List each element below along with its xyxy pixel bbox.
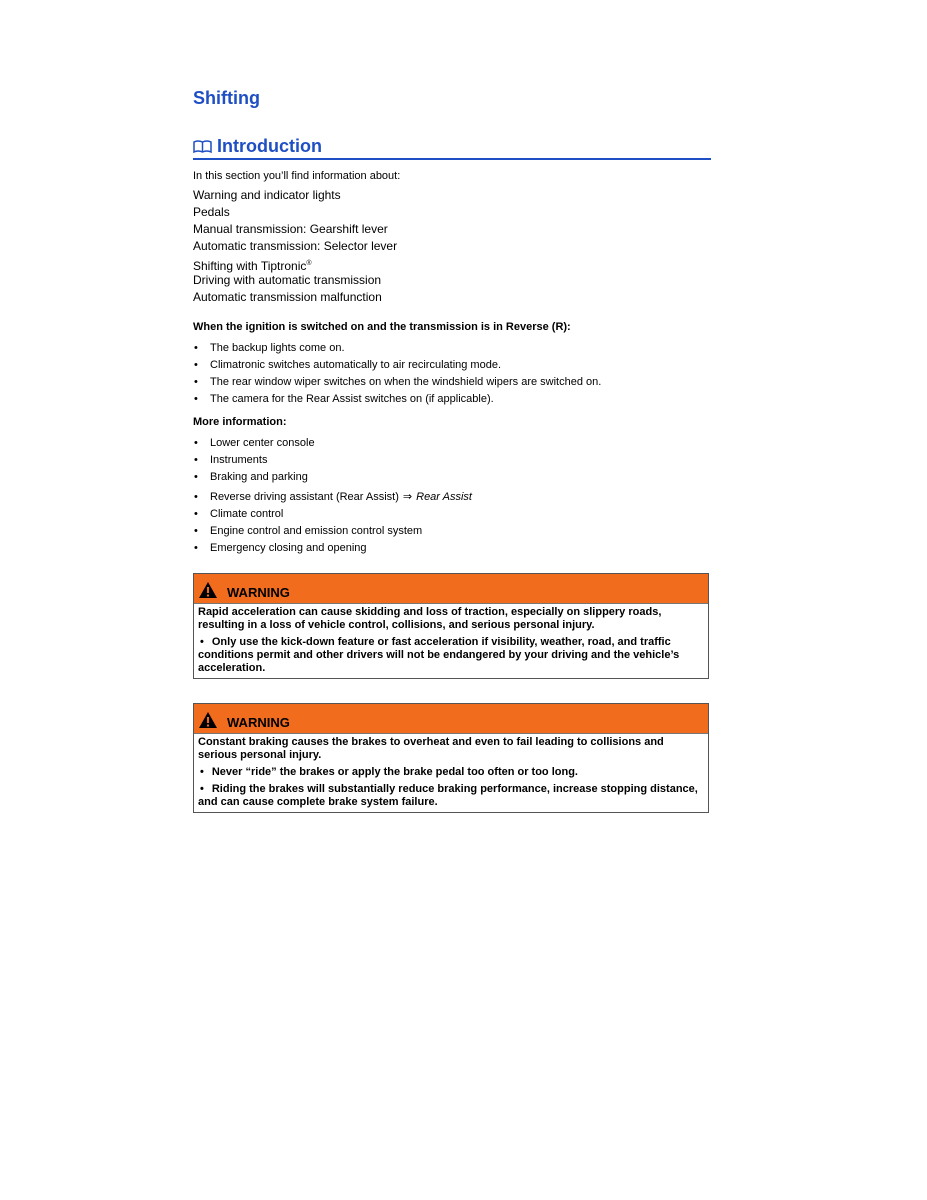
topic-item [193,255,397,272]
list-item [193,469,472,489]
bullet: • [194,525,198,537]
warning-bullet [198,636,704,675]
book-icon [193,140,212,154]
list-item [193,523,472,540]
registered-mark: ® [306,260,312,267]
bullet: • [194,393,198,405]
intro-heading [193,136,711,160]
bullet: • [194,542,198,554]
list-item [193,357,601,374]
warning-title: WARNING [227,585,290,600]
warning-bullet-text: Never “ride” the brakes or apply the brake pedal too often or too long. [211,766,578,778]
list-item [193,506,472,523]
warning-box [193,573,709,679]
list-item-label: Climate control [210,508,284,520]
warning-text: Rapid acceleration can cause skidding and loss of traction, especially on slippery roads, resulting in a loss of vehicle control, collisions, and serious personal injury. [198,606,662,631]
topic-item: Driving with automatic transmission [193,273,382,287]
bullet: • [194,376,198,388]
warning-bullet-text: Only use the kick-down feature or fast acceleration if visibility, weather, road, and traffic conditions permit and other drivers will not be endangered by your driving and the vehicle’s acceleration. [198,636,680,674]
warning-header [194,574,708,604]
bullet: • [194,471,198,483]
list-item-label: Lower center console [210,437,315,449]
topic-item: Manual transmission: Gearshift lever [193,222,388,236]
intro-lead: In this section you’ll find information about: [193,170,401,182]
list-item-label: Engine control and emission control system [210,525,423,537]
bullet: • [200,766,204,778]
list-item-label: The rear window wiper switches on when the windshield wipers are switched on. [210,376,602,388]
warning-header [194,704,708,734]
list-item [193,489,472,506]
list-item [193,435,472,452]
topic-item: Automatic transmission: Selector lever [193,239,398,253]
warning-bullet [198,766,704,779]
topic-item-label: Shifting with Tiptronic [193,259,307,273]
topic-list [193,187,397,306]
bullet: • [200,783,204,795]
list-item [193,540,472,557]
bullet: • [200,636,204,648]
list-item [193,452,472,469]
list-item-label: Braking and parking [210,471,308,483]
list-item [193,340,601,357]
topic-item: Warning and indicator lights [193,188,341,202]
topic-item: Pedals [193,205,230,219]
bullet: • [194,359,198,371]
warning-bullet [198,783,704,809]
reverse-heading: When the ignition is switched on and the transmission is in Reverse (R): [193,321,571,333]
warning-title: WARNING [227,715,290,730]
warning-box [193,703,709,813]
more-info-heading: More information: [193,416,287,428]
topic-item: Automatic transmission malfunction [193,290,382,304]
warning-triangle-icon [198,581,218,599]
list-item [193,391,601,408]
list-item-label: Reverse driving assistant (Rear Assist) [210,491,399,503]
warning-body [194,604,708,678]
bullet: • [194,491,198,503]
rear-assist-link[interactable]: Rear Assist [416,491,472,503]
warning-triangle-icon [198,711,218,729]
more-info-list [193,435,472,557]
bullet: • [194,508,198,520]
list-item-label: The backup lights come on. [210,342,345,354]
bullet: • [194,454,198,466]
bullet: • [194,342,198,354]
warning-text: Constant braking causes the brakes to overheat and even to fail leading to collisions and serious personal injury. [198,736,664,761]
list-item-label: The camera for the Rear Assist switches on (if applicable). [210,393,494,405]
list-item-label: Emergency closing and opening [210,542,367,554]
intro-heading-label: Introduction [217,136,322,156]
list-item-label: Climatronic switches automatically to air recirculating mode. [210,359,501,371]
bullet: • [194,437,198,449]
list-item [193,374,601,391]
warning-bullet-text: Riding the brakes will substantially reduce braking performance, increase stopping distance, and can cause complete brake system failure. [198,783,698,808]
section-title: Shifting [193,88,260,108]
warning-body [194,734,708,812]
reverse-list [193,340,601,408]
list-item-label: Instruments [210,454,268,466]
arrow-right-icon: ⇒ [402,491,413,503]
